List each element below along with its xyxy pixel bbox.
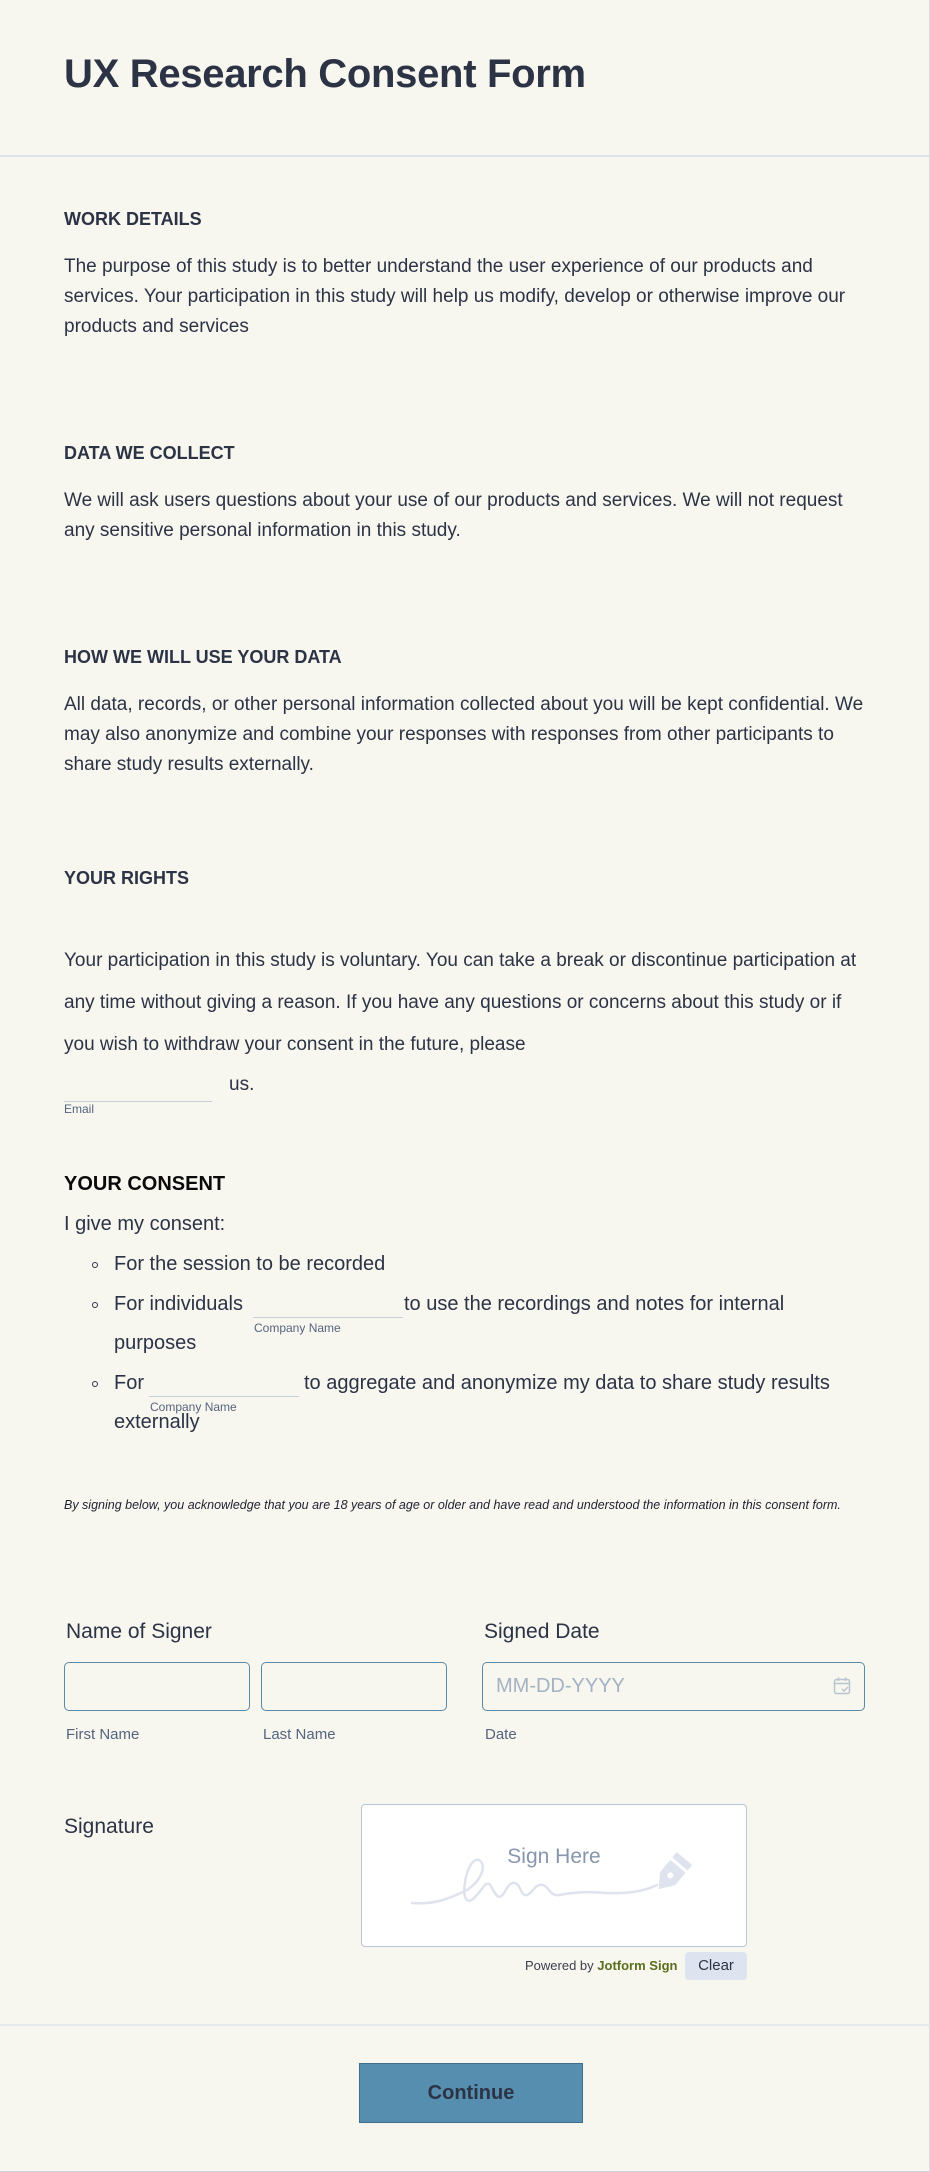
company-name-sublabel-1: Company Name [254,1321,341,1335]
section-body-work-details: The purpose of this study is to better understand the user experience of our products and services. Your participation in this study will help us modify, develop or otherwise improve our products and services [64,256,846,337]
consent-item-recorded: For the session to be recorded [114,1253,386,1275]
clear-signature-button[interactable]: Clear [685,1952,747,1980]
footer-divider [0,2024,930,2026]
first-name-sublabel: First Name [66,1726,140,1743]
sign-here-placeholder: Sign Here [507,1845,601,1868]
consent-intro: I give my consent: [64,1213,226,1235]
consent-item-individuals-after: to use the recordings and notes for internal [404,1293,785,1315]
consent-item-individuals-continuation: purposes [114,1332,197,1354]
consent-heading: YOUR CONSENT [64,1173,226,1195]
email-sublabel: Email [64,1102,95,1116]
date-sublabel: Date [485,1726,517,1743]
section-heading-how-we-use: HOW WE WILL USE YOUR DATA [64,647,342,667]
section-heading-work-details: WORK DETAILS [64,209,202,229]
consent-item-aggregate-continuation: externally [114,1411,200,1433]
last-name-input[interactable] [261,1662,447,1711]
jotform-sign-brand: Jotform Sign [597,1958,678,1973]
signer-label: Name of Signer [66,1620,212,1643]
calendar-icon[interactable] [832,1676,852,1696]
signed-date-label: Signed Date [484,1620,600,1643]
continue-button[interactable]: Continue [359,2063,583,2123]
section-body-how-we-use: All data, records, or other personal information collected about you will be kept confidential. We may also anonymize and combine your responses with responses from other participants to share study results externally. [64,694,864,775]
company-name-input-1[interactable] [253,1296,403,1318]
bullet-icon [92,1302,98,1308]
rights-text: Your participation in this study is voluntary. You can take a break or discontinue participation at any time without giving a reason. If you have any questions or concerns about this study or if you wish to withdraw your consent in the future, please [64,950,857,1055]
form-header [0,0,930,157]
email-inline-input[interactable] [64,1080,212,1102]
date-input[interactable] [482,1662,865,1711]
consent-item-aggregate-after: to aggregate and anonymize my data to share study results [304,1372,830,1394]
section-heading-your-rights: YOUR RIGHTS [64,868,190,888]
bullet-icon [92,1381,98,1387]
bullet-icon [92,1262,98,1268]
section-body-data-we-collect: We will ask users questions about your use of our products and services. We will not request any sensitive personal information in this study. [64,490,843,541]
consent-item-aggregate-before: For [114,1372,144,1394]
signature-pad[interactable] [361,1804,747,1947]
last-name-sublabel: Last Name [263,1726,336,1743]
section-body-your-rights [64,940,874,1066]
rights-after-text: us. [229,1074,255,1095]
section-heading-data-we-collect: DATA WE COLLECT [64,443,235,463]
first-name-input[interactable] [64,1662,250,1711]
age-disclaimer: By signing below, you acknowledge that you are 18 years of age or older and have read and understood the information in this consent form. [64,1498,841,1512]
consent-item-individuals-before: For individuals [114,1293,243,1315]
signature-squiggle-icon [407,1845,697,1915]
company-name-input-2[interactable] [149,1375,299,1397]
powered-by-prefix: Powered by [525,1958,594,1973]
company-name-sublabel-2: Company Name [150,1400,237,1414]
page-title: UX Research Consent Form [64,52,586,96]
powered-by-text [525,1958,677,1973]
date-placeholder: MM-DD-YYYY [496,1675,625,1697]
signature-label: Signature [64,1815,154,1838]
